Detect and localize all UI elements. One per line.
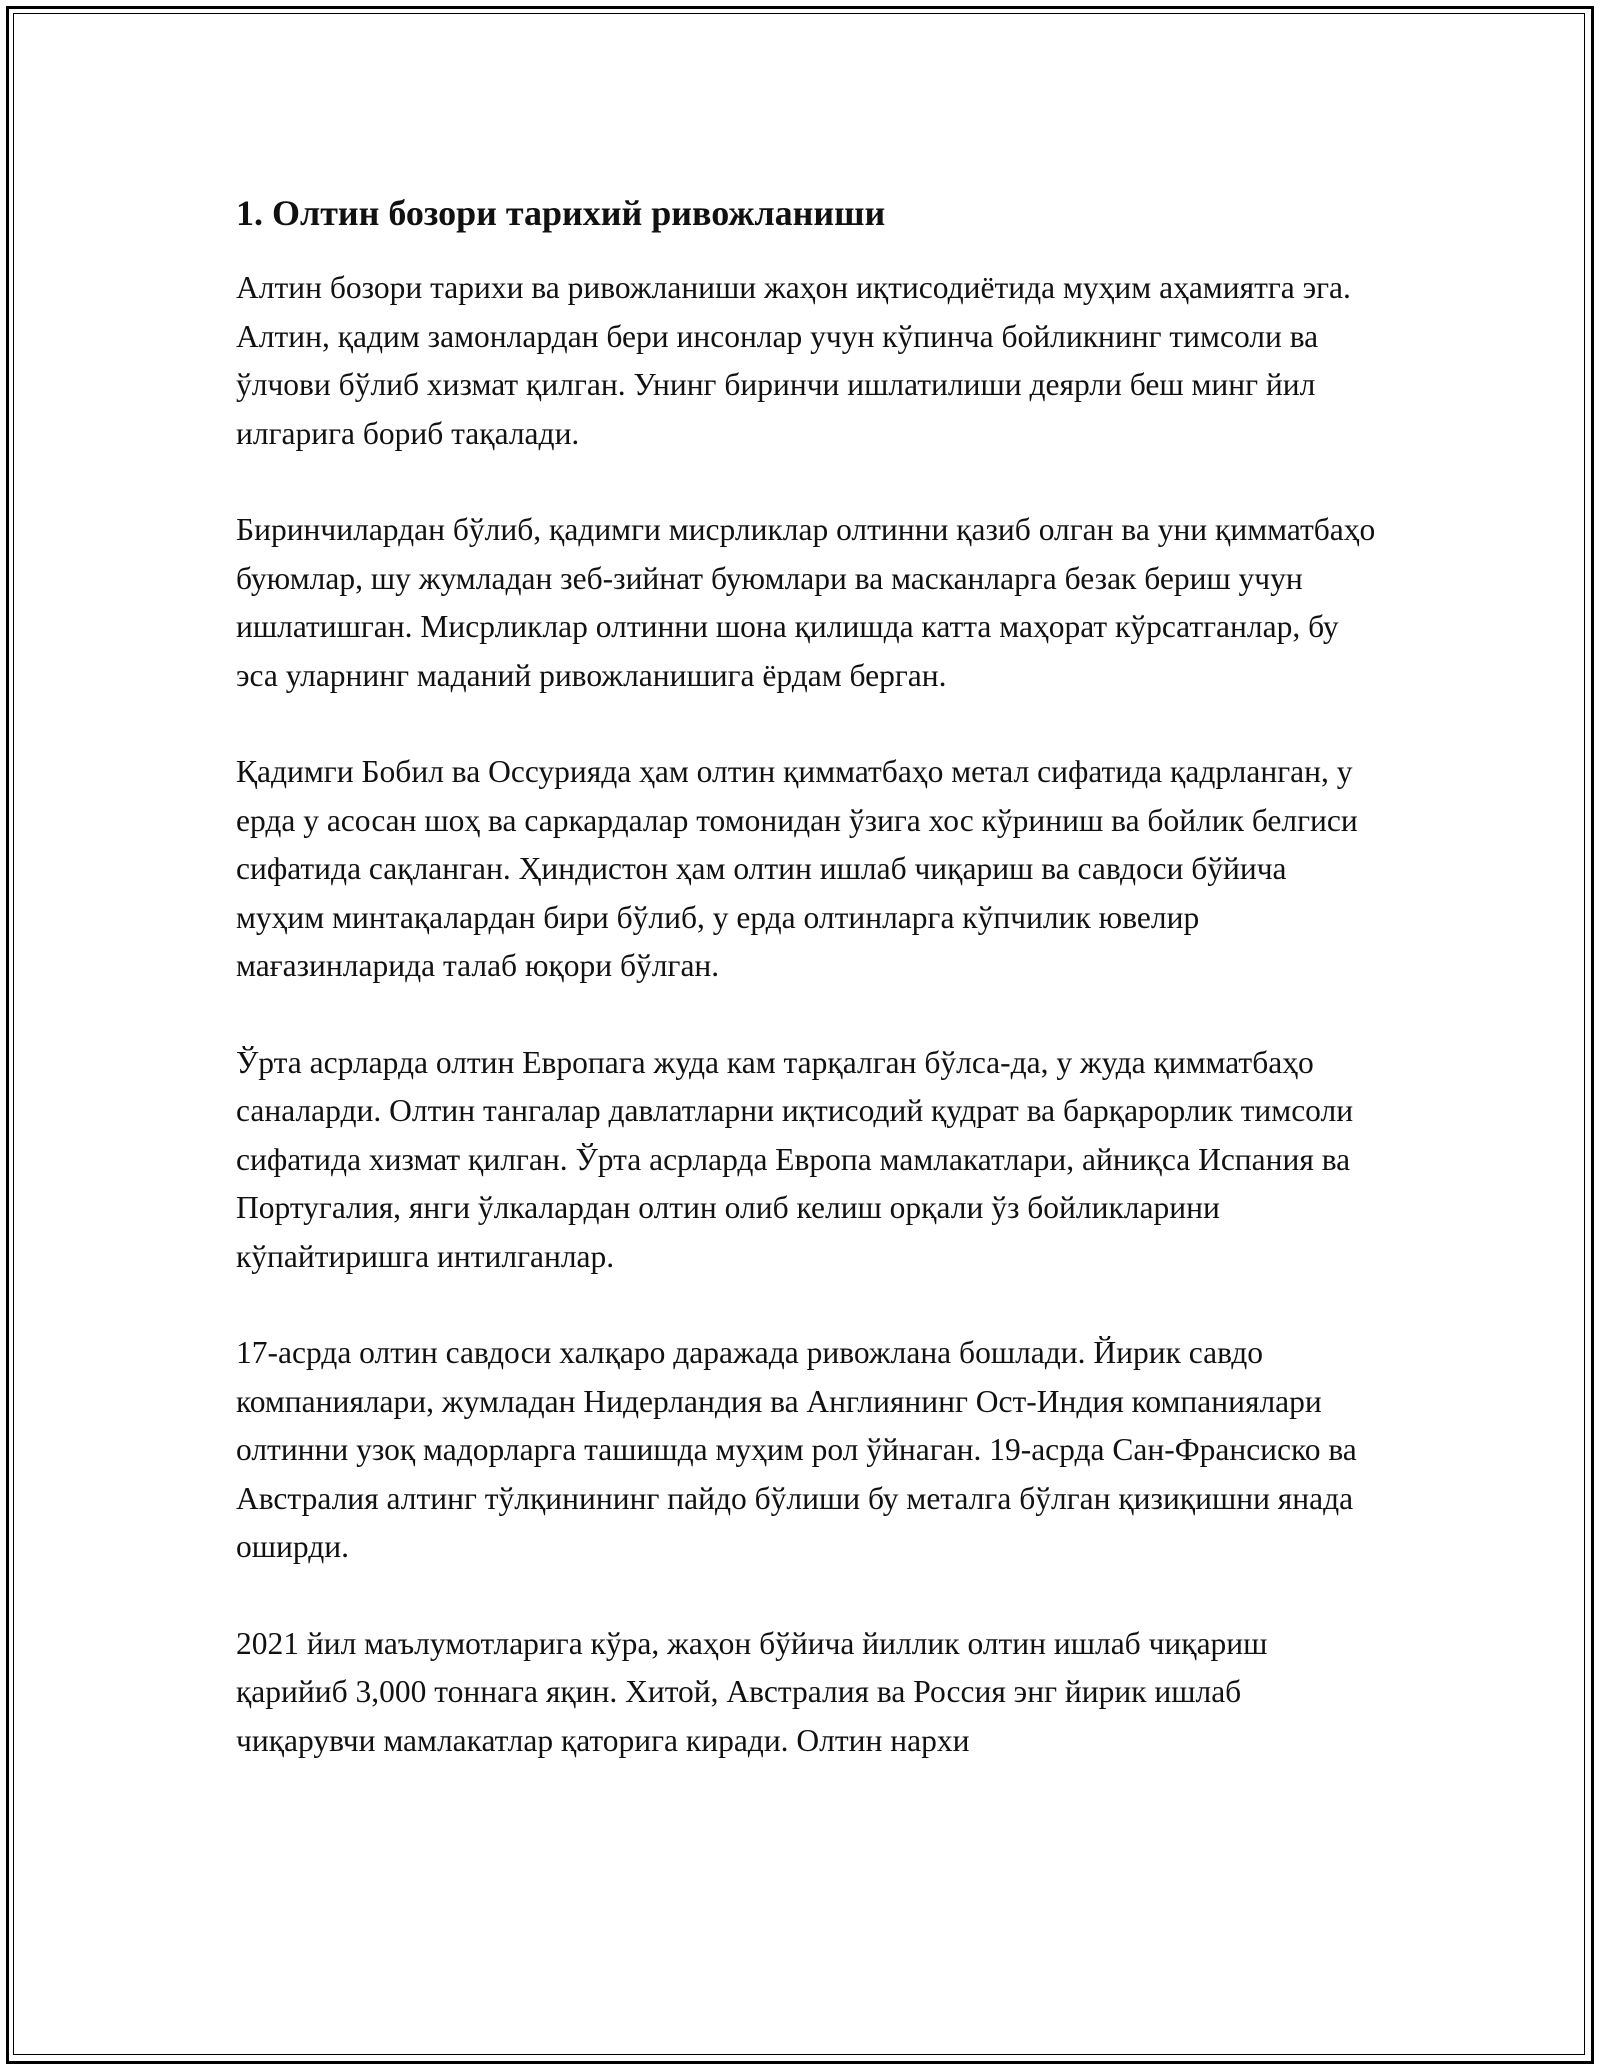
paragraph-3: Қадимги Бобил ва Оссурияда ҳам олтин қимматбаҳо метал сифатида қадрланган, у ерда у асосан шоҳ ва саркардалар томонидан ўзига хос кўриниш ва бойлик белгиси сифатида сақланган. Ҳиндистон ҳам олтин ишлаб чиқариш ва савдоси бўйича муҳим минтақалардан бири бўлиб, у ерда олтинларга кўпчилик ювелир мағазинларида талаб юқори бўлган. <box>236 754 1358 983</box>
document-body <box>236 188 1376 1813</box>
paragraph-4: Ўрта асрларда олтин Европага жуда кам тарқалган бўлса-да, у жуда қимматбаҳо саналарди. Олтин тангалар давлатларни иқтисодий қудрат ва барқарорлик тимсоли сифатида хизмат қилган. Ўрта асрларда Европа мамлакатлари, айниқса Испания ва Португалия, янги ўлкалардан олтин олиб келиш орқали ўз бойликларини кўпайтиришга интилганлар. <box>236 1044 1354 1274</box>
paragraph-5: 17-асрда олтин савдоси халқаро даражада ривожлана бошлади. Йирик савдо компаниялари, жумладан Нидерландия ва Англиянинг Ост-Индия компаниялари олтинни узоқ мадорларга ташишда муҳим рол ўйнаган. 19-асрда Сан-Франсиско ва Австралия алтинг тўлқинининг пайдо бўлиши бу металга бўлган қизиқишни янада оширди. <box>236 1335 1357 1564</box>
paragraph-1: Алтин бозори тарихи ва ривожланиши жаҳон иқтисодиётида муҳим аҳамиятга эга. Алтин, қадим замонлардан бери инсонлар учун кўпинча бойликнинг тимсоли ва ўлчови бўлиб хизмат қилган. Унинг биринчи ишлатилиши деярли беш минг йил илгарига бориб тақалади. <box>236 270 1351 451</box>
paragraph-6: 2021 йил маълумотларига кўра, жаҳон бўйича йиллик олтин ишлаб чиқариш қарийиб 3,000 тоннага яқин. Хитой, Австралия ва Россия энг йирик ишлаб чиқарувчи мамлакатлар қаторига киради. Олтин нархи <box>236 1625 1268 1758</box>
section-title: 1. Олтин бозори тарихий ривожланиши <box>236 193 886 233</box>
paragraph-2: Биринчилардан бўлиб, қадимги мисрликлар олтинни қазиб олган ва уни қимматбаҳо буюмлар, шу жумладан зеб-зийнат буюмлари ва масканларга безак бериш учун ишлатишган. Мисрликлар олтинни шона қилишда катта маҳорат кўрсатганлар, бу эса уларнинг маданий ривожланишига ёрдам берган. <box>236 512 1376 693</box>
